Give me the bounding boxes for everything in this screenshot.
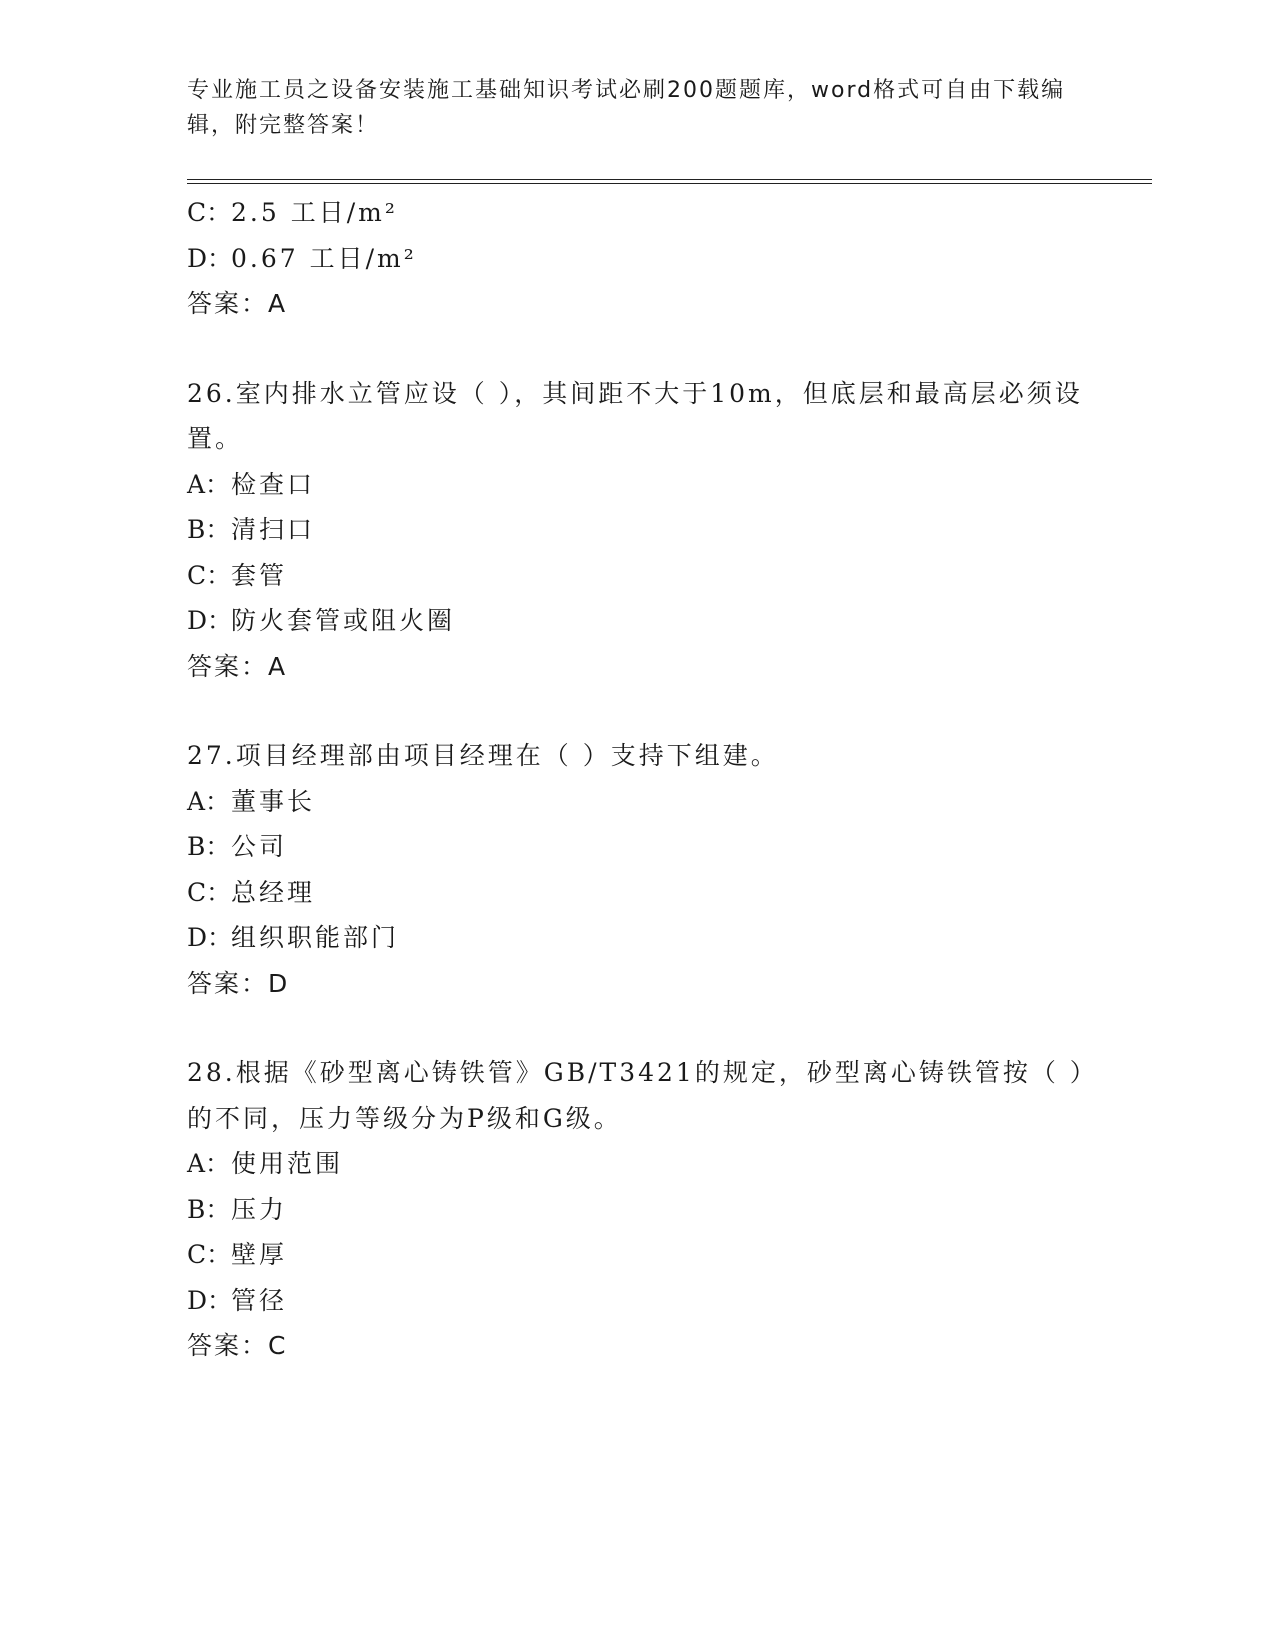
option-label: B： xyxy=(187,832,231,861)
option-c xyxy=(187,190,1087,236)
option-text: 检查口 xyxy=(231,469,316,499)
option-text: 总经理 xyxy=(231,877,316,907)
answer-line: 答案：D xyxy=(187,968,290,998)
option-b xyxy=(187,1187,1087,1233)
option-c xyxy=(187,553,1087,599)
header-divider-top xyxy=(187,179,1152,180)
question-26 xyxy=(187,371,1087,690)
option-b xyxy=(187,507,1087,553)
option-text: 清扫口 xyxy=(231,515,316,544)
option-text: 防火套管或阻火圈 xyxy=(231,606,456,635)
header-divider-bottom xyxy=(187,183,1152,184)
option-text: 公司 xyxy=(231,832,288,861)
question-28 xyxy=(187,1050,1087,1369)
option-text: 管径 xyxy=(231,1285,288,1315)
option-a xyxy=(187,462,1087,508)
option-label: D： xyxy=(187,606,233,635)
option-label: B： xyxy=(187,1194,231,1224)
option-text: 壁厚 xyxy=(231,1240,288,1269)
option-text: 2.5 工日/m² xyxy=(231,198,398,227)
option-label: C： xyxy=(187,560,232,590)
option-text: 使用范围 xyxy=(231,1149,344,1178)
answer-line: 答案：A xyxy=(187,651,288,681)
option-c xyxy=(187,1232,1087,1278)
option-label: D： xyxy=(187,1285,233,1315)
option-label: D： xyxy=(187,243,233,273)
document-header: 专业施工员之设备安装施工基础知识考试必刷200题题库，word格式可自由下载编辑，附完整答案！ xyxy=(187,78,1066,138)
question-text: 26.室内排水立管应设（ ），其间距不大于10m，但底层和最高层必须设置。 xyxy=(187,378,1083,453)
question-25-continuation xyxy=(187,190,1087,327)
option-label: A： xyxy=(187,469,231,499)
option-a xyxy=(187,779,1087,825)
answer-line: 答案：C xyxy=(187,1331,288,1360)
question-text: 27.项目经理部由项目经理在（ ）支持下组建。 xyxy=(187,741,779,770)
question-text: 28.根据《砂型离心铸铁管》GB/T3421的规定，砂型离心铸铁管按（ ）的不同，压力等级分为P级和G级。 xyxy=(187,1058,1086,1133)
option-label: A： xyxy=(187,786,231,816)
option-c xyxy=(187,870,1087,916)
option-label: C： xyxy=(187,1240,232,1269)
option-text: 组织职能部门 xyxy=(231,923,400,952)
option-text: 套管 xyxy=(231,560,288,590)
option-text: 0.67 工日/m² xyxy=(231,243,417,273)
option-d xyxy=(187,1278,1087,1324)
option-d xyxy=(187,236,1087,282)
option-label: D： xyxy=(187,923,233,952)
option-label: A： xyxy=(187,1149,231,1178)
option-label: C： xyxy=(187,198,232,227)
question-content xyxy=(187,190,1087,1369)
option-d xyxy=(187,915,1087,961)
option-d xyxy=(187,598,1087,644)
option-text: 董事长 xyxy=(231,786,316,816)
option-b xyxy=(187,824,1087,870)
option-label: C： xyxy=(187,877,232,907)
option-label: B： xyxy=(187,515,231,544)
question-27 xyxy=(187,733,1087,1006)
option-a xyxy=(187,1141,1087,1187)
option-text: 压力 xyxy=(231,1194,288,1224)
answer-line: 答案：A xyxy=(187,289,288,318)
